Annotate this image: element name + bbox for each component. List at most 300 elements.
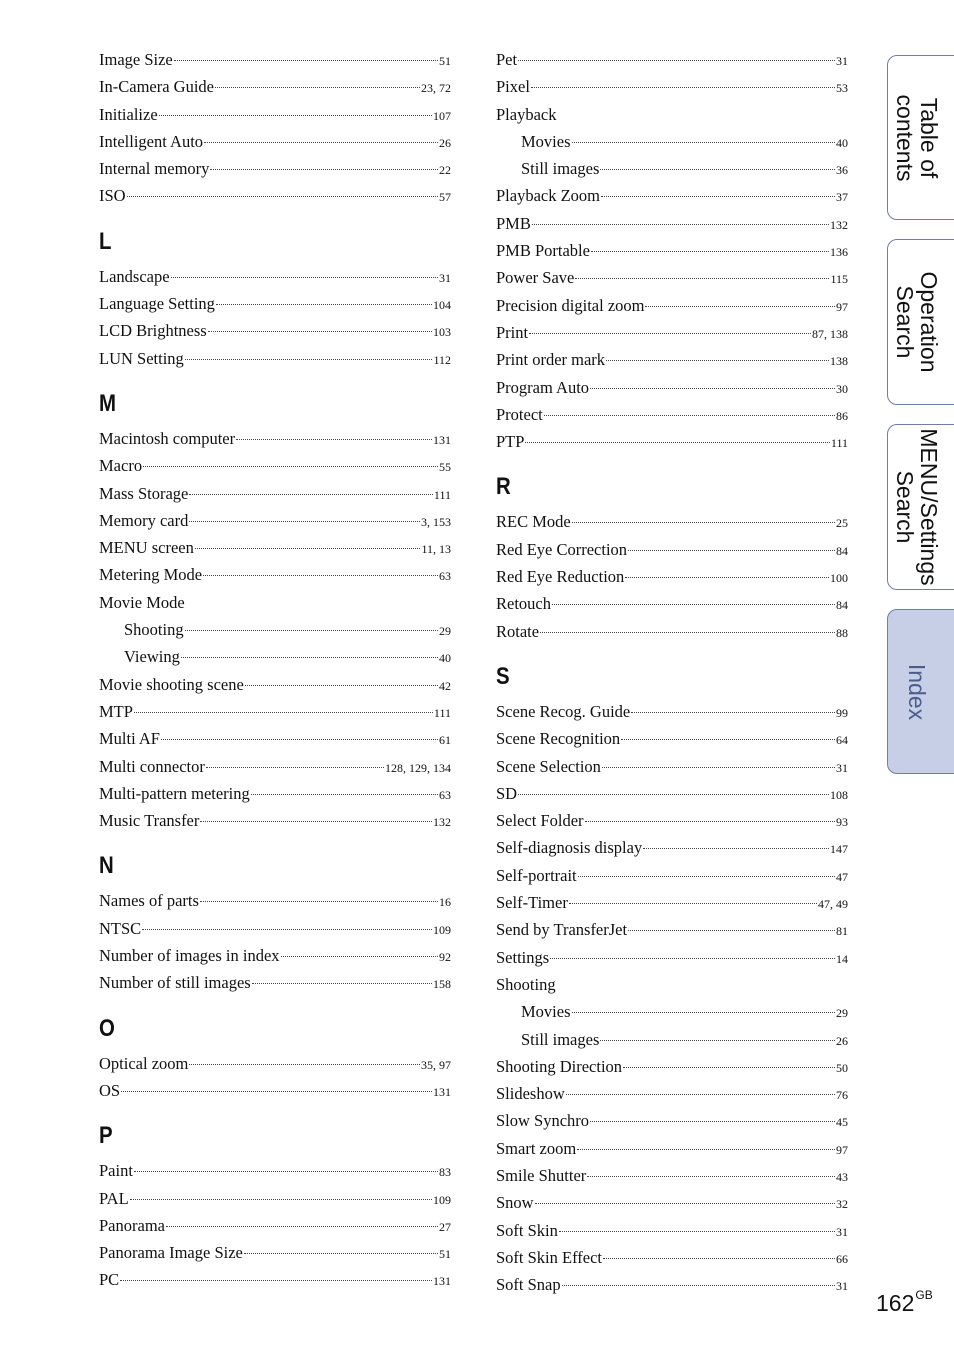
page-reference-link[interactable]: 22 (439, 163, 451, 178)
page-reference-link[interactable]: 76 (836, 1088, 848, 1103)
dot-leader (236, 439, 432, 440)
dot-leader (572, 1012, 836, 1013)
dot-leader (121, 1091, 432, 1092)
index-term: Movies (521, 131, 571, 151)
dot-leader (281, 956, 438, 957)
dot-leader (142, 929, 432, 930)
page-reference-link[interactable]: 27 (439, 1219, 451, 1234)
dot-leader (572, 142, 836, 143)
dot-leader (631, 712, 835, 713)
dot-leader (189, 494, 433, 495)
index-entry[interactable] (496, 1053, 848, 1080)
index-entry[interactable] (99, 345, 451, 372)
tab-menu-settings-search[interactable] (887, 424, 954, 590)
index-term: Mass Storage (99, 483, 189, 503)
page-reference-link[interactable]: 84 (836, 598, 848, 613)
index-entry[interactable] (496, 1135, 848, 1162)
page-reference-link[interactable]: 93 (836, 815, 848, 830)
index-entry[interactable] (496, 346, 848, 373)
dot-leader (185, 630, 438, 631)
index-entry[interactable] (99, 698, 451, 725)
index-entry[interactable] (496, 319, 848, 346)
page-reference-link[interactable]: 3, 153 (421, 514, 451, 529)
dot-leader (531, 87, 835, 88)
page-reference-link[interactable]: 37 (836, 190, 848, 205)
page-reference-link[interactable]: 111 (830, 436, 848, 451)
tab-index-label: Index (904, 663, 930, 720)
page-reference-link[interactable]: 36 (836, 163, 848, 178)
index-entry[interactable] (99, 725, 451, 752)
page-reference-link[interactable]: 63 (439, 569, 451, 584)
dot-leader (601, 196, 835, 197)
dot-leader (578, 876, 835, 877)
dot-leader (215, 87, 420, 88)
index-entry[interactable] (496, 753, 848, 780)
index-term: Power Save (496, 268, 575, 288)
index-subentry[interactable] (496, 155, 848, 182)
dot-leader (525, 442, 829, 443)
page-reference-link[interactable]: 115 (830, 272, 848, 287)
page-reference-link[interactable]: 32 (836, 1197, 848, 1212)
index-subentry[interactable] (496, 128, 848, 155)
index-term: NTSC (99, 918, 142, 938)
page-reference-link[interactable]: 40 (836, 135, 848, 150)
page-reference-link[interactable]: 81 (836, 924, 848, 939)
page-reference-link[interactable]: 11, 13 (421, 542, 451, 557)
dot-leader (189, 521, 420, 522)
page-reference-link[interactable]: 53 (836, 81, 848, 96)
dot-leader (130, 1199, 432, 1200)
section-letter: N (99, 852, 114, 880)
index-term: PMB Portable (496, 241, 590, 261)
index-term: Shooting (496, 974, 556, 994)
index-entry[interactable] (99, 1157, 451, 1184)
page-reference-link[interactable]: 131 (433, 1274, 451, 1289)
index-term: Self-diagnosis display (496, 838, 643, 858)
index-column-left (99, 46, 451, 1294)
index-term: Pet (496, 50, 518, 69)
page-reference-link[interactable]: 138 (830, 354, 848, 369)
dot-leader (171, 277, 438, 278)
page-reference-link[interactable]: 47, 49 (818, 897, 848, 912)
page-reference-link[interactable]: 99 (836, 705, 848, 720)
page-reference-link[interactable]: 109 (433, 922, 451, 937)
index-entry[interactable] (99, 425, 451, 452)
dot-leader (621, 739, 835, 740)
dot-leader (585, 821, 835, 822)
index-entry[interactable] (496, 1162, 848, 1189)
index-term: ISO (99, 186, 126, 206)
index-term: Scene Recognition (496, 729, 621, 749)
index-term: Slideshow (496, 1084, 565, 1104)
tab-menu-settings-search-label: MENU/Settings Search (892, 428, 942, 586)
index-term: Viewing (124, 647, 180, 667)
index-term: SD (496, 783, 518, 803)
page-reference-link[interactable]: 30 (836, 381, 848, 396)
page-reference-link[interactable]: 132 (830, 217, 848, 232)
index-term: Scene Recog. Guide (496, 701, 631, 721)
index-term: Number of still images (99, 973, 251, 993)
index-entry[interactable] (496, 1244, 848, 1271)
index-entry[interactable] (496, 618, 848, 645)
page-reference-link[interactable]: 26 (439, 135, 451, 150)
index-entry[interactable] (496, 237, 848, 264)
dot-leader (540, 632, 835, 633)
index-entry[interactable] (496, 101, 848, 128)
page-reference-link[interactable]: 29 (836, 1006, 848, 1021)
dot-leader (628, 550, 835, 551)
index-term: Self-Timer (496, 893, 568, 913)
index-term: Music Transfer (99, 811, 200, 831)
index-entry[interactable] (99, 1266, 451, 1293)
page-reference-link[interactable]: 63 (439, 787, 451, 802)
page-reference-link[interactable]: 31 (439, 270, 451, 285)
dot-leader (600, 169, 835, 170)
index-entry[interactable] (99, 182, 451, 209)
page-reference-link[interactable]: 87, 138 (812, 326, 848, 341)
page-reference-link[interactable]: 100 (830, 571, 848, 586)
index-term: REC Mode (496, 512, 571, 532)
dot-leader (623, 1067, 835, 1068)
dot-leader (532, 224, 829, 225)
page-reference-link[interactable]: 51 (439, 1247, 451, 1262)
index-entry[interactable] (99, 561, 451, 588)
index-entry[interactable] (99, 507, 451, 534)
dot-leader (569, 903, 817, 904)
index-term: Still images (521, 159, 600, 179)
page-reference-link[interactable]: 16 (439, 895, 451, 910)
index-entry[interactable] (99, 780, 451, 807)
page-reference-link[interactable]: 50 (836, 1060, 848, 1075)
index-term: Shooting (124, 620, 184, 640)
index-term: Movies (521, 1002, 571, 1022)
index-entry[interactable] (99, 263, 451, 290)
index-term: In-Camera Guide (99, 77, 214, 97)
page-reference-link[interactable]: 51 (439, 54, 451, 68)
page-reference-link[interactable]: 45 (836, 1115, 848, 1130)
index-term: PC (99, 1270, 120, 1290)
index-term: Multi AF (99, 729, 160, 749)
page-reference-link[interactable]: 55 (439, 460, 451, 475)
index-term: Print order mark (496, 350, 606, 370)
index-entry[interactable] (99, 73, 451, 100)
dot-leader (562, 1285, 835, 1286)
index-entry[interactable] (99, 317, 451, 344)
page-reference-link[interactable]: 47 (836, 869, 848, 884)
index-entry[interactable] (99, 101, 451, 128)
index-entry[interactable] (496, 73, 848, 100)
index-term: OS (99, 1080, 121, 1100)
dot-leader (245, 685, 438, 686)
index-term: Internal memory (99, 159, 210, 179)
index-entry[interactable] (99, 480, 451, 507)
page-reference-link[interactable]: 158 (433, 977, 451, 992)
index-entry[interactable] (99, 915, 451, 942)
index-entry[interactable] (99, 1185, 451, 1212)
dot-leader (143, 466, 438, 467)
index-entry[interactable] (99, 942, 451, 969)
page-reference-link[interactable]: 111 (433, 487, 451, 502)
index-term: Retouch (496, 594, 551, 614)
index-entry[interactable] (496, 292, 848, 319)
index-entry[interactable] (99, 969, 451, 996)
index-entry[interactable] (99, 290, 451, 317)
index-entry[interactable] (99, 155, 451, 182)
index-term: Program Auto (496, 377, 590, 397)
dot-leader (200, 901, 438, 902)
tab-table-of-contents[interactable] (887, 55, 954, 220)
index-term: Slow Synchro (496, 1111, 590, 1131)
index-term: PTP (496, 432, 525, 452)
page-reference-link[interactable]: 109 (433, 1192, 451, 1207)
dot-leader (572, 522, 835, 523)
page-reference-link[interactable]: 107 (433, 108, 451, 123)
index-term: Panorama (99, 1215, 165, 1235)
index-entry[interactable] (99, 1050, 451, 1077)
index-term: Pixel (496, 77, 530, 97)
dot-leader (127, 196, 438, 197)
index-entry[interactable] (496, 862, 848, 889)
index-entry[interactable] (99, 753, 451, 780)
page-reference-link[interactable]: 25 (836, 516, 848, 531)
index-term: Macintosh computer (99, 428, 236, 448)
index-entry[interactable] (99, 1212, 451, 1239)
index-term: Soft Skin Effect (496, 1247, 603, 1267)
index-entry[interactable] (99, 1239, 451, 1266)
index-term: Macro (99, 456, 143, 476)
dot-leader (529, 333, 811, 334)
dot-leader (628, 930, 835, 931)
page-reference-link[interactable]: 23, 72 (421, 81, 451, 96)
index-term: Initialize (99, 104, 158, 124)
index-entry[interactable] (496, 508, 848, 535)
page-reference-link[interactable]: 83 (439, 1165, 451, 1180)
page-reference-link[interactable]: 43 (836, 1169, 848, 1184)
index-term: Self-portrait (496, 865, 577, 885)
dot-leader (244, 1253, 438, 1254)
dot-leader (535, 1203, 835, 1204)
index-entry[interactable] (496, 46, 848, 73)
index-term: Soft Skin (496, 1220, 558, 1240)
dot-leader (566, 1094, 835, 1095)
page-reference-link[interactable]: 26 (836, 1033, 848, 1048)
dot-leader (134, 1171, 438, 1172)
page-reference-link[interactable]: 103 (433, 325, 451, 340)
index-term: Names of parts (99, 891, 199, 911)
index-term: Settings (496, 947, 550, 967)
page-reference-link[interactable]: 57 (439, 190, 451, 205)
index-subentry[interactable] (496, 1026, 848, 1053)
dot-leader (518, 794, 829, 795)
section-letter: S (496, 662, 510, 690)
page-reference-link[interactable]: 64 (836, 733, 848, 748)
index-term: Memory card (99, 510, 189, 530)
page-reference-link[interactable]: 66 (836, 1251, 848, 1266)
index-entry[interactable] (99, 1077, 451, 1104)
section-letter: R (496, 473, 511, 501)
dot-leader (577, 1149, 835, 1150)
dot-leader (181, 657, 438, 658)
index-entry[interactable] (496, 536, 848, 563)
page-reference-link[interactable]: 61 (439, 733, 451, 748)
dot-leader (216, 304, 432, 305)
page-reference-link[interactable]: 147 (830, 842, 848, 857)
page-reference-link[interactable]: 31 (836, 760, 848, 775)
index-entry[interactable] (99, 452, 451, 479)
page-reference-link[interactable]: 112 (433, 352, 451, 367)
index-column-right (496, 46, 848, 1298)
index-term: Multi-pattern metering (99, 783, 250, 803)
index-entry[interactable] (496, 401, 848, 428)
index-term: Scene Selection (496, 756, 601, 776)
index-subentry[interactable] (496, 998, 848, 1025)
index-entry[interactable] (496, 210, 848, 237)
index-entry[interactable] (496, 1189, 848, 1216)
tab-operation-search-label: Operation Search (892, 271, 942, 373)
section-letter: P (99, 1122, 113, 1150)
index-entry[interactable] (496, 698, 848, 725)
tab-operation-search[interactable] (887, 239, 954, 405)
page-reference-link[interactable]: 31 (836, 1279, 848, 1294)
dot-leader (600, 1040, 835, 1041)
index-entry[interactable] (99, 128, 451, 155)
index-entry[interactable] (99, 589, 451, 616)
tab-index[interactable] (887, 609, 954, 774)
page-number-suffix: GB (915, 1288, 933, 1302)
index-term: MENU screen (99, 538, 194, 558)
page-reference-link[interactable]: 31 (836, 54, 848, 68)
index-entry[interactable] (496, 1217, 848, 1244)
index-term: Playback Zoom (496, 186, 601, 206)
index-term: Playback (496, 104, 557, 124)
index-term: LUN Setting (99, 348, 184, 368)
index-term: PMB (496, 213, 531, 233)
dot-leader (575, 278, 829, 279)
page-reference-link[interactable]: 128, 129, 134 (385, 760, 451, 775)
page-reference-link[interactable]: 131 (433, 432, 451, 447)
index-entry[interactable] (496, 807, 848, 834)
index-term: Protect (496, 404, 543, 424)
index-term: Movie Mode (99, 592, 185, 612)
page-reference-link[interactable]: 97 (836, 299, 848, 314)
index-subentry[interactable] (99, 643, 451, 670)
index-entry[interactable] (496, 834, 848, 861)
page-reference-link[interactable]: 88 (836, 625, 848, 640)
dot-leader (251, 794, 438, 795)
dot-leader (544, 415, 835, 416)
index-term: Number of images in index (99, 946, 280, 966)
index-term: Metering Mode (99, 565, 203, 585)
index-term: Paint (99, 1161, 133, 1181)
index-entry[interactable] (99, 887, 451, 914)
index-term: Select Folder (496, 811, 584, 831)
page-reference-link[interactable]: 42 (439, 678, 451, 693)
section-letter: M (99, 389, 116, 417)
dot-leader (161, 739, 438, 740)
tab-table-of-contents-label: Table of contents (892, 94, 942, 181)
page-reference-link[interactable]: 108 (830, 787, 848, 802)
index-term: Image Size (99, 50, 173, 69)
dot-leader (134, 712, 433, 713)
index-entry[interactable] (496, 182, 848, 209)
index-term: Snow (496, 1193, 534, 1213)
index-term: PAL (99, 1188, 129, 1208)
page-reference-link[interactable]: 131 (433, 1084, 451, 1099)
index-term: LCD Brightness (99, 321, 207, 341)
dot-leader (590, 388, 835, 389)
page-reference-link[interactable]: 14 (836, 951, 848, 966)
index-entry[interactable] (496, 1271, 848, 1298)
dot-leader (189, 1064, 420, 1065)
index-entry[interactable] (496, 563, 848, 590)
index-entry[interactable] (496, 944, 848, 971)
page-reference-link[interactable]: 132 (433, 815, 451, 830)
dot-leader (645, 306, 835, 307)
index-entry[interactable] (496, 264, 848, 291)
dot-leader (602, 767, 835, 768)
page-reference-link[interactable]: 86 (836, 408, 848, 423)
dot-leader (208, 331, 432, 332)
index-term: Movie shooting scene (99, 674, 244, 694)
index-entry[interactable] (99, 46, 451, 73)
dot-leader (159, 115, 432, 116)
page-reference-link[interactable]: 111 (433, 705, 451, 720)
dot-leader (174, 60, 438, 61)
section-letter: L (99, 227, 112, 255)
index-entry[interactable] (496, 374, 848, 401)
dot-leader (206, 767, 384, 768)
page-reference-link[interactable]: 136 (830, 245, 848, 260)
index-term: Rotate (496, 621, 540, 641)
index-entry[interactable] (496, 725, 848, 752)
page-reference-link[interactable]: 35, 97 (421, 1057, 451, 1072)
index-entry[interactable] (496, 428, 848, 455)
index-term: Send by TransferJet (496, 920, 628, 940)
dot-leader (252, 983, 432, 984)
dot-leader (606, 360, 829, 361)
page-reference-link[interactable]: 104 (433, 298, 451, 313)
page-reference-link[interactable]: 29 (439, 624, 451, 639)
page-reference-link[interactable]: 97 (836, 1142, 848, 1157)
index-entry[interactable] (496, 780, 848, 807)
index-term: Soft Snap (496, 1275, 561, 1295)
index-entry[interactable] (99, 671, 451, 698)
index-term: Red Eye Reduction (496, 567, 625, 587)
index-term: Smile Shutter (496, 1165, 587, 1185)
index-entry[interactable] (496, 1080, 848, 1107)
page-reference-link[interactable]: 84 (836, 543, 848, 558)
page-reference-link[interactable]: 92 (439, 950, 451, 965)
index-entry[interactable] (496, 916, 848, 943)
page-reference-link[interactable]: 40 (439, 651, 451, 666)
dot-leader (603, 1258, 835, 1259)
index-term: Multi connector (99, 756, 205, 776)
index-term: Landscape (99, 266, 170, 286)
index-term: Panorama Image Size (99, 1243, 243, 1263)
dot-leader (643, 848, 829, 849)
index-subentry[interactable] (99, 616, 451, 643)
index-entry[interactable] (99, 807, 451, 834)
index-entry[interactable] (496, 1107, 848, 1134)
index-entry[interactable] (496, 590, 848, 617)
index-entry[interactable] (99, 534, 451, 561)
dot-leader (203, 575, 438, 576)
index-entry[interactable] (496, 971, 848, 998)
page-reference-link[interactable]: 31 (836, 1224, 848, 1239)
index-term: Language Setting (99, 294, 215, 314)
index-entry[interactable] (496, 889, 848, 916)
dot-leader (195, 548, 421, 549)
